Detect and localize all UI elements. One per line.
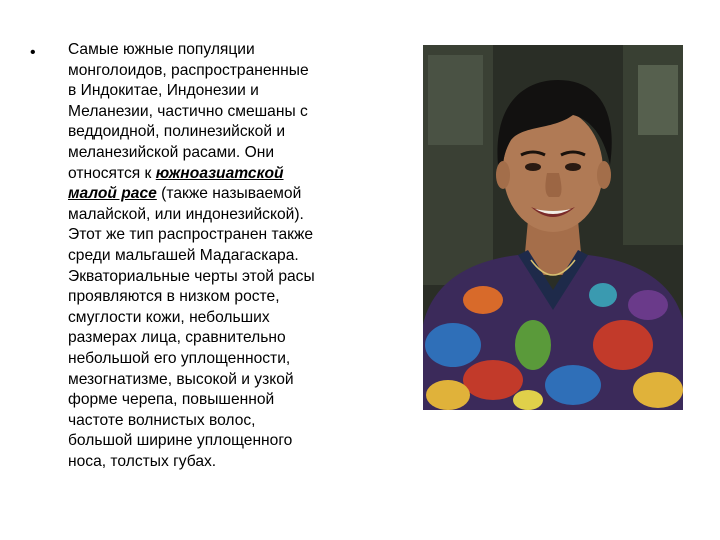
text-line-15: размерах лица, сравнительно [68,329,286,347]
text-line-7 [68,164,410,185]
text-line-2: монголоидов, распространенные [68,61,309,79]
text-line-8-rest: (также называемой [156,185,302,203]
text-line-20: большой ширине уплощенного [68,432,293,450]
text-line-3: в Индокитае, Индонезии и [68,82,259,100]
bullet-text [68,40,410,472]
text-line-12: Экваториальные черты этой расы [68,267,315,285]
emphasis-term-part2: малой расе [68,185,157,203]
text-line-10: Этот же тип распространен также [68,226,314,244]
text-line-9: малайской, или индонезийской). [68,205,304,223]
text-line-1: Самые южные популяции [68,41,255,58]
text-line-5: веддоидной, полинезийской и [68,123,286,141]
text-line-4: Меланезии, частично смешаны с [68,102,308,120]
text-line-21: носа, толстых губах. [68,452,217,470]
text-line-18: форме черепа, повышенной [68,391,275,409]
text-line-13: проявляются в низком росте, [68,288,280,306]
text-line-8 [68,184,410,205]
text-line-11: среди мальгашей Мадагаскара. [68,246,299,264]
emphasis-term-part1: южноазиатской [155,164,284,182]
bullet-marker: • [30,44,36,61]
text-line-19: частоте волнистых волос, [68,411,256,429]
text-line-7-start: относятся к [68,164,156,182]
text-line-17: мезогнатизме, высокой и узкой [68,370,294,388]
text-line-16: небольшой его уплощенности, [68,349,291,367]
text-line-14: смуглости кожи, небольших [68,308,270,326]
portrait-photo [423,45,683,410]
text-line-6: меланезийской расами. Они [68,143,275,161]
